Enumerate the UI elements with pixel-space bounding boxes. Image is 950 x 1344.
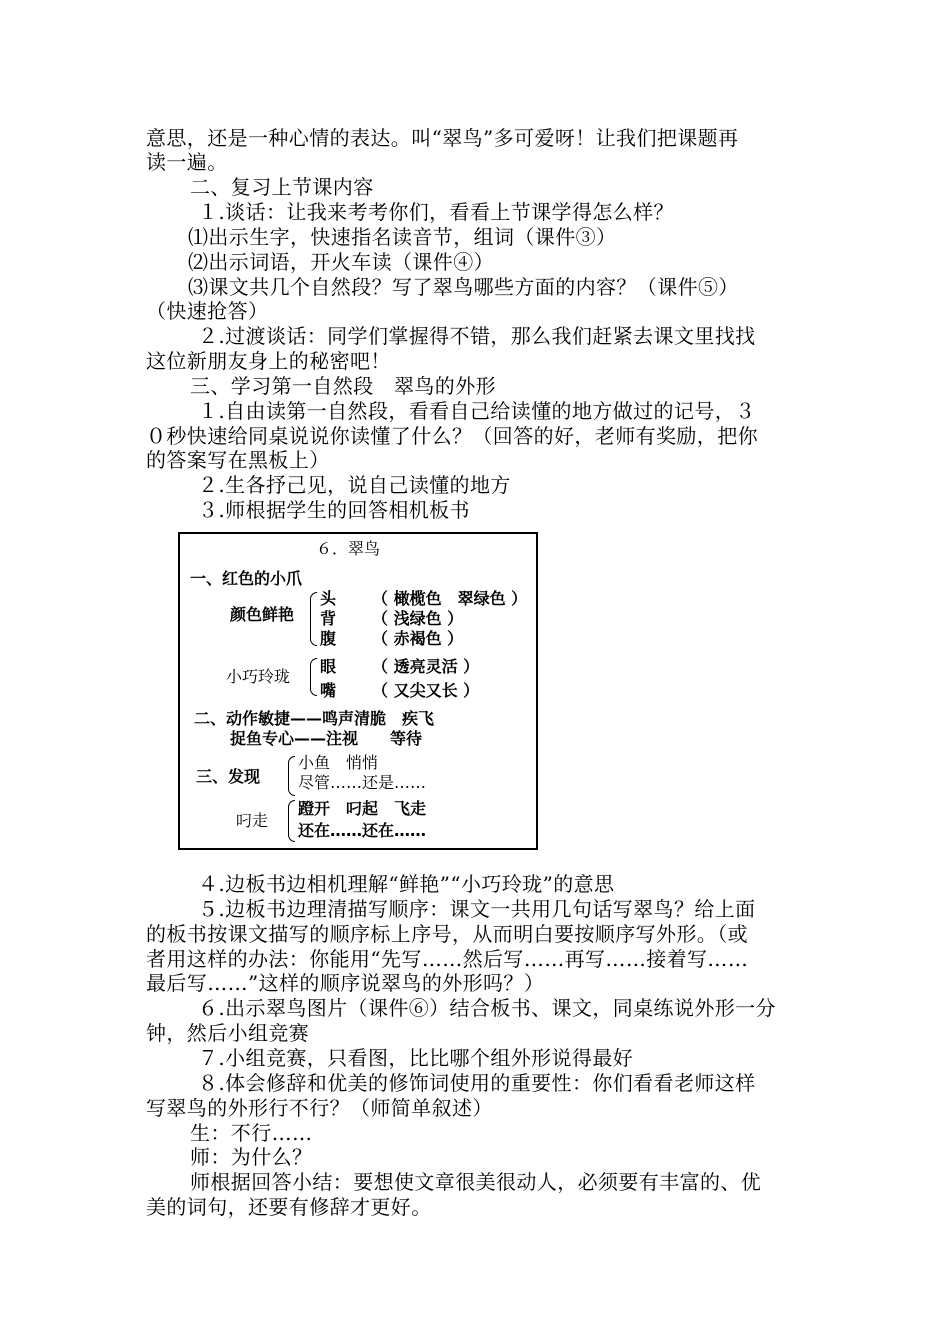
board-label-take: 叼走 <box>236 811 269 830</box>
board-desc-back: （ 浅绿色 ） <box>372 609 464 628</box>
board-section-2: 二、动作敏捷——鸣声清脆 疾飞 <box>194 709 435 728</box>
paragraph-line: （快速抢答） <box>146 299 269 323</box>
paragraph-line: 的答案写在黑板上） <box>146 448 330 472</box>
brace <box>288 756 295 796</box>
board-desc-belly: （ 赤褐色 ） <box>372 629 464 648</box>
paragraph-line: １.谈话：让我来考考你们，看看上节课学得怎么样？ <box>198 200 674 224</box>
blackboard-summary <box>178 532 538 850</box>
paragraph-line: 读一遍。 <box>146 150 228 174</box>
board-section-2b: 捉鱼专心——注视 等待 <box>230 729 423 748</box>
paragraph-line: ２.过渡谈话：同学们掌握得不错，那么我们赶紧去课文里找找 <box>198 324 756 348</box>
board-desc-beak: （ 又尖又长 ） <box>372 681 480 700</box>
paragraph-line: ⑴出示生字，快速指名读音节，组词（课件③） <box>188 225 617 249</box>
board-title: ６．翠鸟 <box>316 539 381 558</box>
paragraph-line: 师：为什么？ <box>190 1145 313 1169</box>
paragraph-line: １.自由读第一自然段，看看自己给读懂的地方做过的记号，３ <box>198 399 756 423</box>
board-item-beak: 嘴 <box>320 681 337 700</box>
board-section-3: 三、发现 <box>196 767 261 786</box>
paragraph-line: 钟，然后小组竞赛 <box>146 1021 310 1045</box>
paragraph-line: 的板书按课文描写的顺序标上序号，从而明白要按顺序写外形。（或 <box>146 922 748 946</box>
board-label-color: 颜色鲜艳 <box>230 605 295 624</box>
board-find-1: 小鱼 悄悄 <box>298 753 379 772</box>
brace <box>310 592 317 646</box>
paragraph-line: ０秒快速给同桌说说你读懂了什么？（回答的好，老师有奖励，把你 <box>146 424 758 448</box>
board-item-head: 头 <box>320 589 337 608</box>
paragraph-line: 师根据回答小结：要想使文章很美很动人，必须要有丰富的、优 <box>190 1170 762 1194</box>
paragraph-line: 意思，还是一种心情的表达。叫“翠鸟”多可爱呀！让我们把课题再 <box>146 126 739 150</box>
section-heading: 二、复习上节课内容 <box>190 175 374 199</box>
paragraph-line: 这位新朋友身上的秘密吧！ <box>146 349 391 373</box>
paragraph-line: 美的词句，还要有修辞才更好。 <box>146 1195 432 1219</box>
brace <box>310 658 317 696</box>
board-desc-eye: （ 透亮灵活 ） <box>372 657 480 676</box>
board-label-small: 小巧玲珑 <box>226 667 291 686</box>
paragraph-line: ７.小组竞赛，只看图，比比哪个组外形说得最好 <box>198 1046 634 1070</box>
paragraph-line: ３.师根据学生的回答相机板书 <box>198 498 470 522</box>
paragraph-line: 生：不行…… <box>190 1121 313 1145</box>
board-desc-head: （ 橄榄色 翠绿色 ） <box>372 589 528 608</box>
paragraph-line: ５.边板书边理清描写顺序：课文一共用几句话写翠鸟？给上面 <box>198 897 756 921</box>
paragraph-line: ２.生各抒己见，说自己读懂的地方 <box>198 473 511 497</box>
section-heading: 三、学习第一自然段 翠鸟的外形 <box>190 374 496 398</box>
board-item-eye: 眼 <box>320 657 337 676</box>
paragraph-line: 最后写……”这样的顺序说翠鸟的外形吗？） <box>146 971 545 995</box>
brace <box>288 800 295 842</box>
paragraph-line: 写翠鸟的外形行不行？（师简单叙述） <box>146 1096 493 1120</box>
paragraph-line: ８.体会修辞和优美的修饰词使用的重要性：你们看看老师这样 <box>198 1071 756 1095</box>
paragraph-line: ⑵出示词语，开火车读（课件④） <box>188 250 494 274</box>
board-section-1: 一、红色的小爪 <box>190 569 303 588</box>
board-find-2: 尽管……还是…… <box>298 773 427 792</box>
board-item-back: 背 <box>320 609 337 628</box>
board-take-1: 蹬开 叼起 飞走 <box>298 799 427 818</box>
board-item-belly: 腹 <box>320 629 337 648</box>
paragraph-line: ⑶课文共几个自然段？写了翠鸟哪些方面的内容？（课件⑤） <box>188 275 739 299</box>
paragraph-line: ４.边板书边相机理解“鲜艳”“小巧玲珑”的意思 <box>198 872 615 896</box>
board-take-2: 还在……还在…… <box>298 821 427 840</box>
paragraph-line: ６.出示翠鸟图片（课件⑥）结合板书、课文，同桌练说外形一分 <box>198 996 776 1020</box>
paragraph-line: 者用这样的办法：你能用“先写……然后写……再写……接着写…… <box>146 947 749 971</box>
